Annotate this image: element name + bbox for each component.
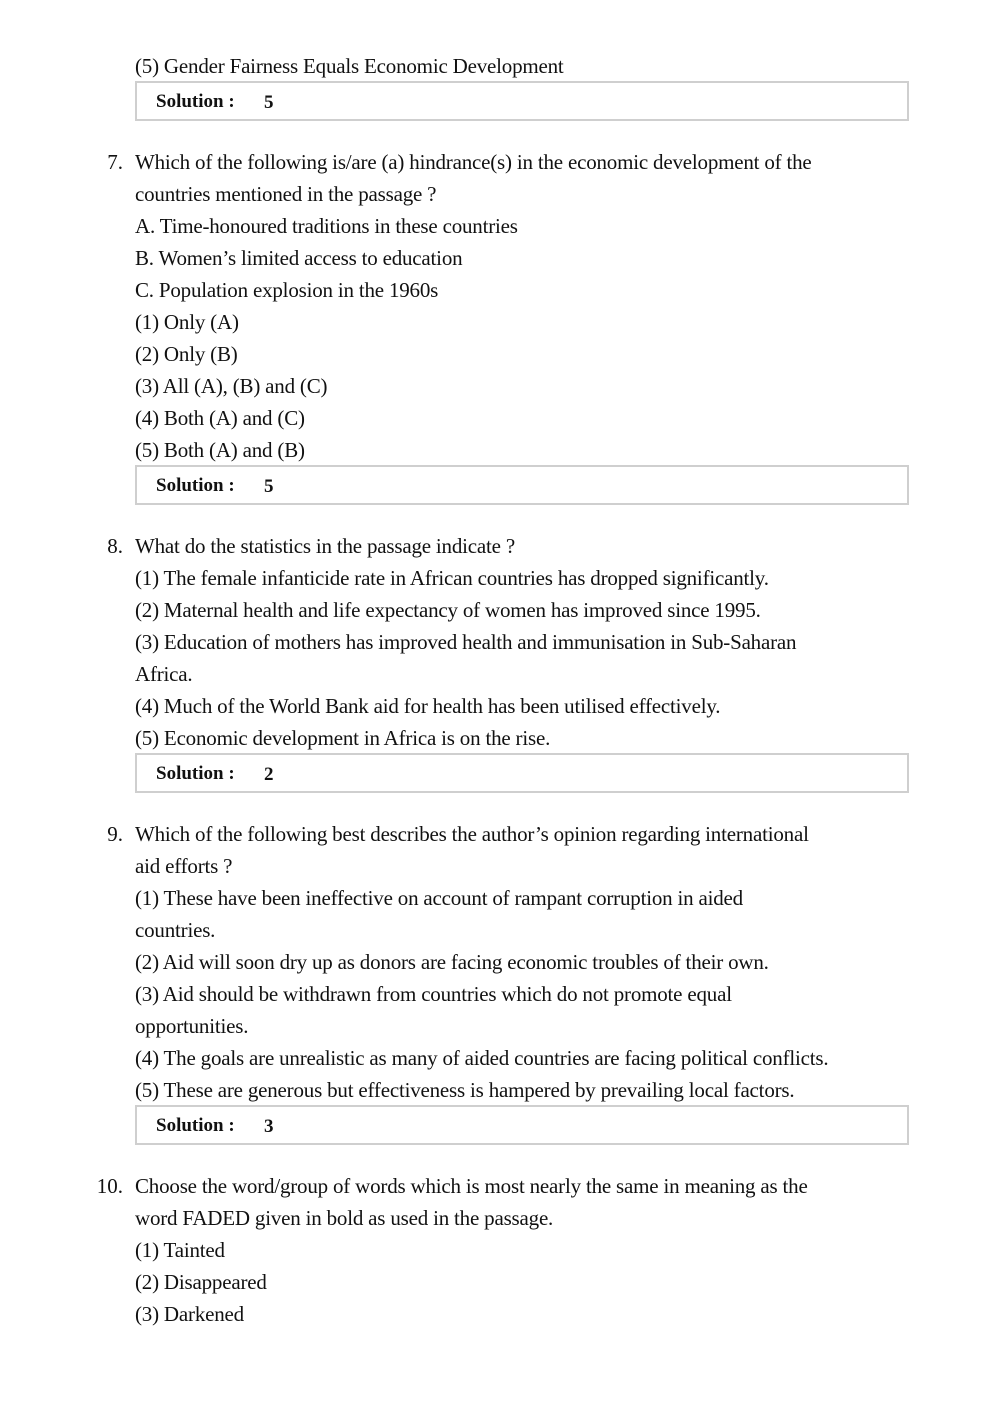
solution-label: Solution : — [156, 475, 235, 496]
option-line: (2) Aid will soon dry up as donors are facing economic troubles of their own. — [135, 950, 769, 974]
option-line: (3) Darkened — [135, 1302, 244, 1326]
statement-line: B. Women’s limited access to education — [135, 246, 463, 270]
question-text: Choose the word/group of words which is most nearly the same in meaning as the — [135, 1174, 808, 1198]
option-line: (4) The goals are unrealistic as many of aided countries are facing political conflicts. — [135, 1046, 829, 1070]
option-line: (1) Only (A) — [135, 310, 239, 334]
solution-label: Solution : — [156, 91, 235, 112]
solution-value: 5 — [264, 476, 274, 497]
option-line: Africa. — [135, 662, 193, 686]
option-line: (5) Economic development in Africa is on the rise. — [135, 726, 551, 750]
statement-line: A. Time-honoured traditions in these countries — [135, 214, 518, 238]
option-line: opportunities. — [135, 1014, 249, 1038]
option-line: (3) All (A), (B) and (C) — [135, 374, 328, 398]
question-text: aid efforts ? — [135, 854, 233, 878]
option-line: (4) Much of the World Bank aid for health has been utilised effectively. — [135, 694, 721, 718]
solution-value: 3 — [264, 1116, 274, 1137]
option-line: countries. — [135, 918, 216, 942]
solution-box — [135, 753, 909, 793]
question-text: countries mentioned in the passage ? — [135, 182, 437, 206]
option-line: (2) Maternal health and life expectancy of women has improved since 1995. — [135, 598, 761, 622]
solution-label: Solution : — [156, 763, 235, 784]
question-text: Which of the following is/are (a) hindrance(s) in the economic development of the — [135, 150, 812, 174]
question-text: word FADED given in bold as used in the passage. — [135, 1206, 554, 1230]
question-number: 8. — [107, 534, 123, 558]
option-line: (4) Both (A) and (C) — [135, 406, 305, 430]
question-text: Which of the following best describes the author’s opinion regarding international — [135, 822, 809, 846]
solution-box — [135, 1105, 909, 1145]
question-text: What do the statistics in the passage indicate ? — [135, 534, 515, 558]
option-line: (3) Education of mothers has improved health and immunisation in Sub-Saharan — [135, 630, 797, 654]
solution-label: Solution : — [156, 1115, 235, 1136]
option-line: (2) Disappeared — [135, 1270, 267, 1294]
solution-box — [135, 465, 909, 505]
solution-value: 2 — [264, 764, 274, 785]
option-line: (2) Only (B) — [135, 342, 238, 366]
option-line: (1) Tainted — [135, 1238, 225, 1262]
option-line: (1) These have been ineffective on account of rampant corruption in aided — [135, 886, 743, 910]
solution-box — [135, 81, 909, 121]
question-number: 10. — [96, 1174, 123, 1198]
solution-value: 5 — [264, 92, 274, 113]
question-number: 9. — [107, 822, 123, 846]
option-line: (5) Gender Fairness Equals Economic Development — [135, 54, 564, 78]
option-line: (5) These are generous but effectiveness is hampered by prevailing local factors. — [135, 1078, 795, 1102]
option-line: (1) The female infanticide rate in African countries has dropped significantly. — [135, 566, 769, 590]
question-number: 7. — [107, 150, 123, 174]
option-line: (5) Both (A) and (B) — [135, 438, 305, 462]
option-line: (3) Aid should be withdrawn from countries which do not promote equal — [135, 982, 732, 1006]
statement-line: C. Population explosion in the 1960s — [135, 278, 439, 302]
